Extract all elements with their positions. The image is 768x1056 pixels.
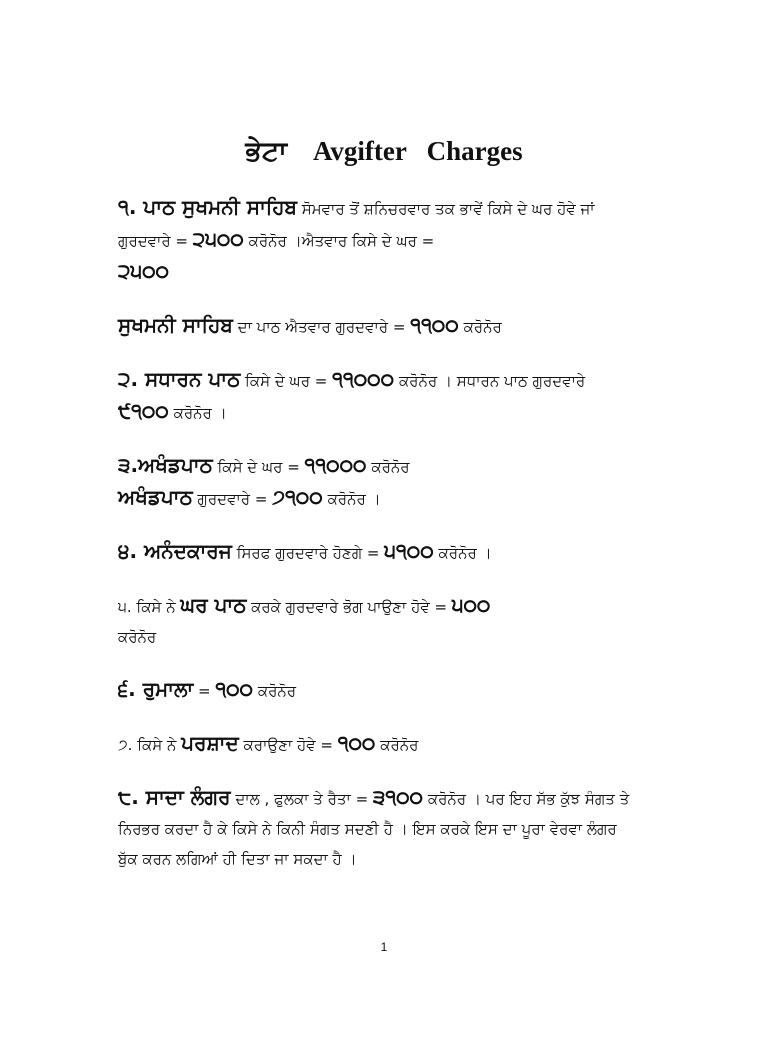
item-4 — [118, 536, 638, 568]
item-2-text-3: ਕਰੋਨੋਰ । — [168, 404, 227, 422]
item-1b — [118, 310, 638, 342]
item-3-text-4: ਕਰੋਨੋਰ । — [322, 490, 381, 508]
item-3 — [118, 450, 638, 514]
item-7-text-2: ਕਰਾਉਣਾ ਹੋਵੇ = — [238, 736, 338, 754]
item-7-text-3: ਕਰੋਨੋਰ — [375, 736, 419, 754]
item-3-text: ਕਿਸੇ ਦੇ ਘਰ = — [212, 458, 305, 476]
item-4-text: ਸਿਰਫ ਗੁਰਦਵਾਰੇ ਹੋਣਗੇ = — [231, 544, 385, 562]
item-8-amount: ੩੧੦੦ — [372, 785, 424, 809]
item-1b-amount: ੧੧੦੦ — [410, 313, 459, 337]
item-6-amount: ੧੦੦ — [215, 677, 254, 701]
item-3-amount-2: ੭੧੦੦ — [272, 485, 323, 509]
item-3-heading: ੩.ਅਖੰਡਪਾਠ — [118, 453, 213, 477]
item-1-amount: ੨੫੦੦ — [192, 227, 244, 251]
item-4-text-2: ਕਰੋਨੋਰ । — [433, 544, 492, 562]
item-2-heading: ੨. ਸਧਾਰਨ ਪਾਠ — [118, 367, 241, 391]
item-6-text-2: ਕਰੋਨੋਰ — [253, 682, 297, 700]
item-1-heading: ੧. ਪਾਠ ਸੁਖਮਨੀ ਸਾਹਿਬ — [118, 195, 298, 219]
item-7 — [118, 728, 638, 760]
item-7-amount: ੧੦੦ — [337, 731, 376, 755]
item-5-amount: ੫੦੦ — [451, 593, 491, 617]
charges-list — [118, 192, 638, 896]
item-3-text-3: ਗੁਰਦਵਾਰੇ = — [192, 490, 273, 508]
item-8-text: ਦਾਲ , ਫੁਲਕਾ ਤੇ ਰੈਤਾ = — [230, 790, 373, 808]
item-2-amount-2: ੯੧੦੦ — [118, 399, 169, 423]
item-6-heading: ੬. ਰੁਮਾਲਾ — [118, 677, 194, 701]
item-3-text-2: ਕਰੋਨੋਰ — [366, 458, 410, 476]
item-2-text: ਕਿਸੇ ਦੇ ਘਰ = — [240, 372, 333, 390]
item-2-text-2: ਕਰੋਨੋਰ । ਸਧਾਰਨ ਪਾਠ ਗੁਰਦਵਾਰੇ — [394, 372, 586, 390]
item-1-amount-2: ੨੫੦੦ — [118, 259, 170, 283]
item-6 — [118, 674, 638, 706]
item-1b-text: ਦਾ ਪਾਠ ਐਤਵਾਰ ਗੁਰਦਵਾਰੇ = — [232, 318, 411, 336]
item-7-heading: ਪਰਸ਼ਾਦ — [181, 731, 239, 755]
item-6-text: = — [193, 682, 216, 700]
item-1 — [118, 192, 638, 288]
item-1b-text-2: ਕਰੋਨੋਰ — [458, 318, 502, 336]
item-1b-heading: ਸੁਖਮਨੀ ਸਾਹਿਬ — [118, 313, 233, 337]
item-5-text: ੫. ਕਿਸੇ ਨੇ — [118, 598, 181, 616]
item-8-text-2: ਕਰੋਨੋਰ । ਪਰ ਇਹ ਸੱਭ ਕੁੱਝ ਸੰਗਤ ਤੇ ਨਿਰਭਰ ਕਰਦਾ ਹੈ ਕੇ ਕਿਸੇ ਨੇ ਕਿਨੀ ਸੰਗਤ ਸਦਣੀ ਹੈ । ਇਸ ਕਰਕੇ ਇਸ ਦਾ ਪੂਰਾ ਵੇਰਵਾ ਲੰਗਰ ਬੁੱਕ ਕਰਨ ਲਗਿਆਂ ਹੀ ਦਿਤਾ ਜਾ ਸਕਦਾ ਹੈ । — [118, 790, 630, 868]
item-8-heading: ੮. ਸਾਦਾ ਲੰਗਰ — [118, 785, 231, 809]
item-5-text-3: ਕਰੋਨੋਰ — [118, 628, 157, 646]
item-1-text: ਸੋਮਵਾਰ ਤੋਂ ਸ਼ਨਿਚਰਵਾਰ ਤਕ ਭਾਵੇਂ ਕਿਸੇ ਦੇ ਘਰ ਹੋਵੇ ਜਾਂ ਗੁਰਦਵਾਰੇ = — [118, 200, 595, 250]
page-title — [0, 136, 768, 168]
item-1-text-2: ਕਰੋਨੋਰ ।ਐਤਵਾਰ ਕਿਸੇ ਦੇ ਘਰ = — [243, 232, 435, 250]
item-4-heading: ੪. ਅਨੰਦਕਾਰਜ — [118, 539, 232, 563]
item-4-amount: ੫੧੦੦ — [384, 539, 434, 563]
item-7-text: ੭. ਕਿਸੇ ਨੇ — [118, 736, 182, 754]
item-5-text-2: ਕਰਕੇ ਗੁਰਦਵਾਰੇ ਭੋਗ ਪਾਉਣਾ ਹੋਵੇ = — [246, 598, 452, 616]
title-punjabi: ਭੇਟਾ — [245, 136, 287, 167]
item-5 — [118, 590, 638, 652]
item-2 — [118, 364, 638, 428]
item-3-heading-2: ਅਖੰਡਪਾਠ — [118, 485, 193, 509]
item-2-amount: ੧੧੦੦੦ — [332, 367, 395, 391]
item-8 — [118, 782, 638, 874]
item-3-amount: ੧੧੦੦੦ — [304, 453, 367, 477]
page-number: 1 — [380, 940, 388, 954]
item-5-heading: ਘਰ ਪਾਠ — [180, 593, 247, 617]
title-english: Avgifter Charges — [312, 136, 523, 166]
